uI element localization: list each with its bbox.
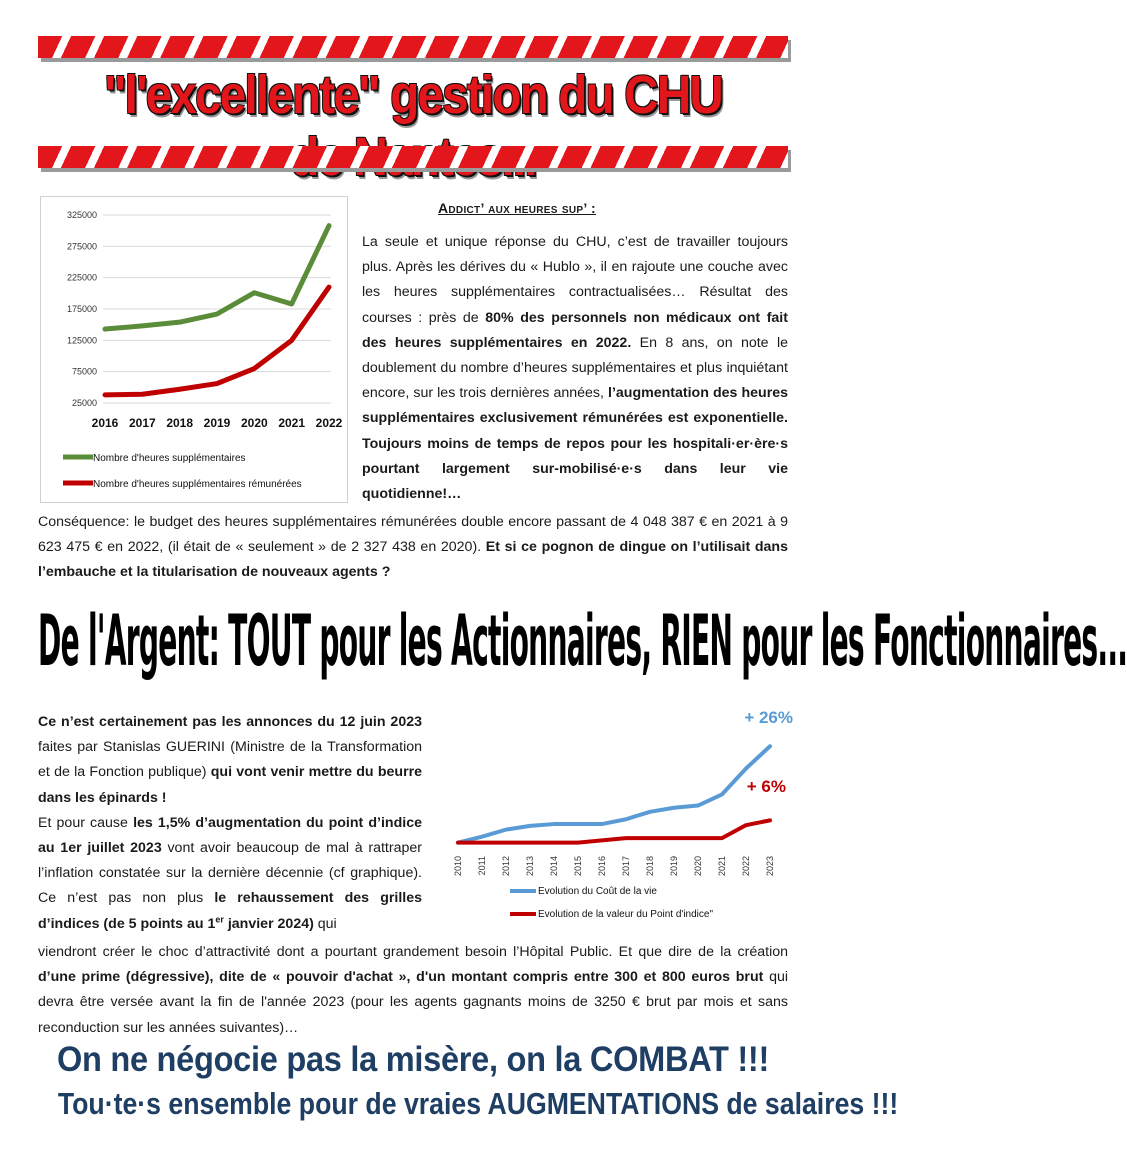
x-tick-label: 2016	[597, 856, 607, 877]
inflation-chart-svg	[432, 702, 800, 938]
x-tick-label: 2017	[128, 416, 156, 430]
legend-label: Nombre d'heures supplémentaires rémunérées	[93, 479, 302, 490]
y-tick-label: 275000	[66, 241, 97, 252]
x-tick-label: 2019	[669, 856, 679, 877]
text-run: viendront créer le choc d’attractivité dont a pourtant grandement besoin l’Hôpital Public. Et que dire de la création	[38, 944, 788, 960]
text-run-bold: 80% des personnels non médicaux ont fait des heures supplémentaires en 2022.	[362, 309, 788, 351]
text-run-bold: Et si ce pognon de dingue on l’utilisait dans l’embauche et la titularisation de nouveaux agents ?	[38, 539, 788, 581]
paragraph-bonus	[38, 940, 788, 1041]
y-tick-label: 175000	[66, 304, 97, 314]
text-run: Et pour cause	[38, 814, 134, 831]
x-tick-label: 2013	[525, 856, 535, 877]
slogan-salaries: Tou·te·s ensemble pour de vraies AUGMENTATIONS de salaires !!!	[57, 1086, 899, 1121]
text-run: qui devra être versée avant la fin de l'année 2023 (pour les agents gagnants moins de 3250 € brut par mois et sans reconduction sur les années suivantes)…	[38, 969, 789, 1036]
x-tick-label: 2016	[91, 416, 119, 430]
x-tick-label: 2020	[693, 856, 703, 877]
y-tick-label: 125000	[66, 335, 97, 346]
inflation-chart	[432, 702, 800, 938]
text-run: En 8 ans, on note le doublement du nombre d’heures supplémentaires et plus inquiétant encore, sur les trois dernières années,	[362, 334, 788, 402]
x-tick-label: 2015	[573, 856, 583, 877]
series-line	[458, 746, 770, 842]
overtime-chart-svg	[41, 197, 347, 502]
y-tick-label: 25000	[71, 398, 97, 408]
paragraph-overtime	[362, 230, 788, 507]
text-run: Conséquence: le budget des heures supplémentaires rémunérées double encore passant de 4 048 387 € en 2021 à 9 623 475 € en 2022, (il était de « seulement » de 2 327 438 en 2020).	[38, 514, 788, 556]
y-tick-label: 325000	[66, 210, 97, 220]
x-tick-label: 2020	[240, 416, 268, 430]
text-run-bold: d’une prime (dégressive), dite de « pouvoir d'achat », d'un montant compris entre 300 et 800 euros brut	[38, 969, 764, 986]
section-heading: Addict’ aux heures sup’ :	[438, 200, 596, 216]
text-run: janvier 2024)	[223, 915, 314, 932]
text-run-bold: qui vont venir mettre du beurre dans les épinards !	[38, 764, 422, 806]
annotation-cost-of-living: + 26%	[744, 708, 793, 727]
text-run-bold: Ce n’est certainement pas les annonces du 12 juin 2023	[38, 714, 422, 730]
x-tick-label: 2017	[621, 856, 631, 877]
legend-label: Evolution de la valeur du Point d'indice"	[538, 909, 714, 920]
x-tick-label: 2022	[315, 416, 343, 430]
text-run: le rehaussement des grilles d’indices (de 5 points au 1	[38, 890, 422, 932]
x-tick-label: 2023	[765, 856, 775, 877]
banner-stripes-bottom	[38, 146, 788, 168]
x-tick-label: 2018	[645, 856, 655, 877]
x-tick-label: 2014	[549, 856, 559, 877]
x-tick-label: 2022	[741, 856, 751, 877]
text-run-bold: l’augmentation des heures supplémentaires exclusivement rémunérées est exponentielle. Toujours moins de temps de repos pour les hospitali·er·ère·s pourtant largement sur-mobilisé·e·s dans leur vie quotidienne!…	[362, 385, 788, 503]
superscript: er	[215, 913, 224, 924]
banner-stripes-top	[38, 36, 788, 58]
title-banner	[30, 28, 796, 170]
page-title: "l'excellente" gestion du CHU	[104, 65, 722, 125]
text-run: qui	[313, 915, 337, 932]
text-run: La seule et unique réponse du CHU, c’est de travailler toujours plus. Après les dérives du « Hublo », il en rajoute une couche avec les heures supplémentaires contractualisées… Résultat des courses : près de	[362, 234, 788, 326]
overtime-chart	[40, 196, 348, 503]
x-tick-label: 2011	[477, 856, 487, 876]
text-run-bold: les 1,5% d’augmentation du point d’indice au 1er juillet 2023	[38, 814, 422, 857]
y-tick-label: 225000	[66, 272, 97, 283]
x-tick-label: 2018	[166, 416, 194, 430]
paragraph-announcements	[38, 710, 422, 937]
series-line	[105, 287, 329, 395]
x-tick-label: 2021	[278, 416, 306, 430]
legend-label: Evolution du Coût de la vie	[538, 886, 657, 897]
slogan-money: De l'Argent: TOUT pour les Actionnaires, RIEN pour les Fonctionnaires...	[38, 600, 1127, 682]
x-tick-label: 2021	[717, 856, 727, 877]
x-tick-label: 2019	[203, 416, 231, 430]
x-tick-label: 2012	[501, 856, 511, 877]
annotation-index-point: + 6%	[746, 777, 786, 796]
text-run: faites par Stanislas GUERINI (Ministre de la Transformation et de la Fonction publique)	[38, 739, 422, 781]
paragraph-budget	[38, 510, 788, 586]
y-tick-label: 75000	[71, 366, 97, 377]
text-run: vont avoir beaucoup de mal à rattraper l’inflation constatée sur la dernière décennie (cf graphique). Ce n’est pas non plus	[38, 840, 422, 907]
slogan-combat: On ne négocie pas la misère, on la COMBAT !!!	[56, 1040, 770, 1079]
x-tick-label: 2010	[453, 856, 463, 877]
legend-label: Nombre d'heures supplémentaires	[93, 453, 246, 464]
